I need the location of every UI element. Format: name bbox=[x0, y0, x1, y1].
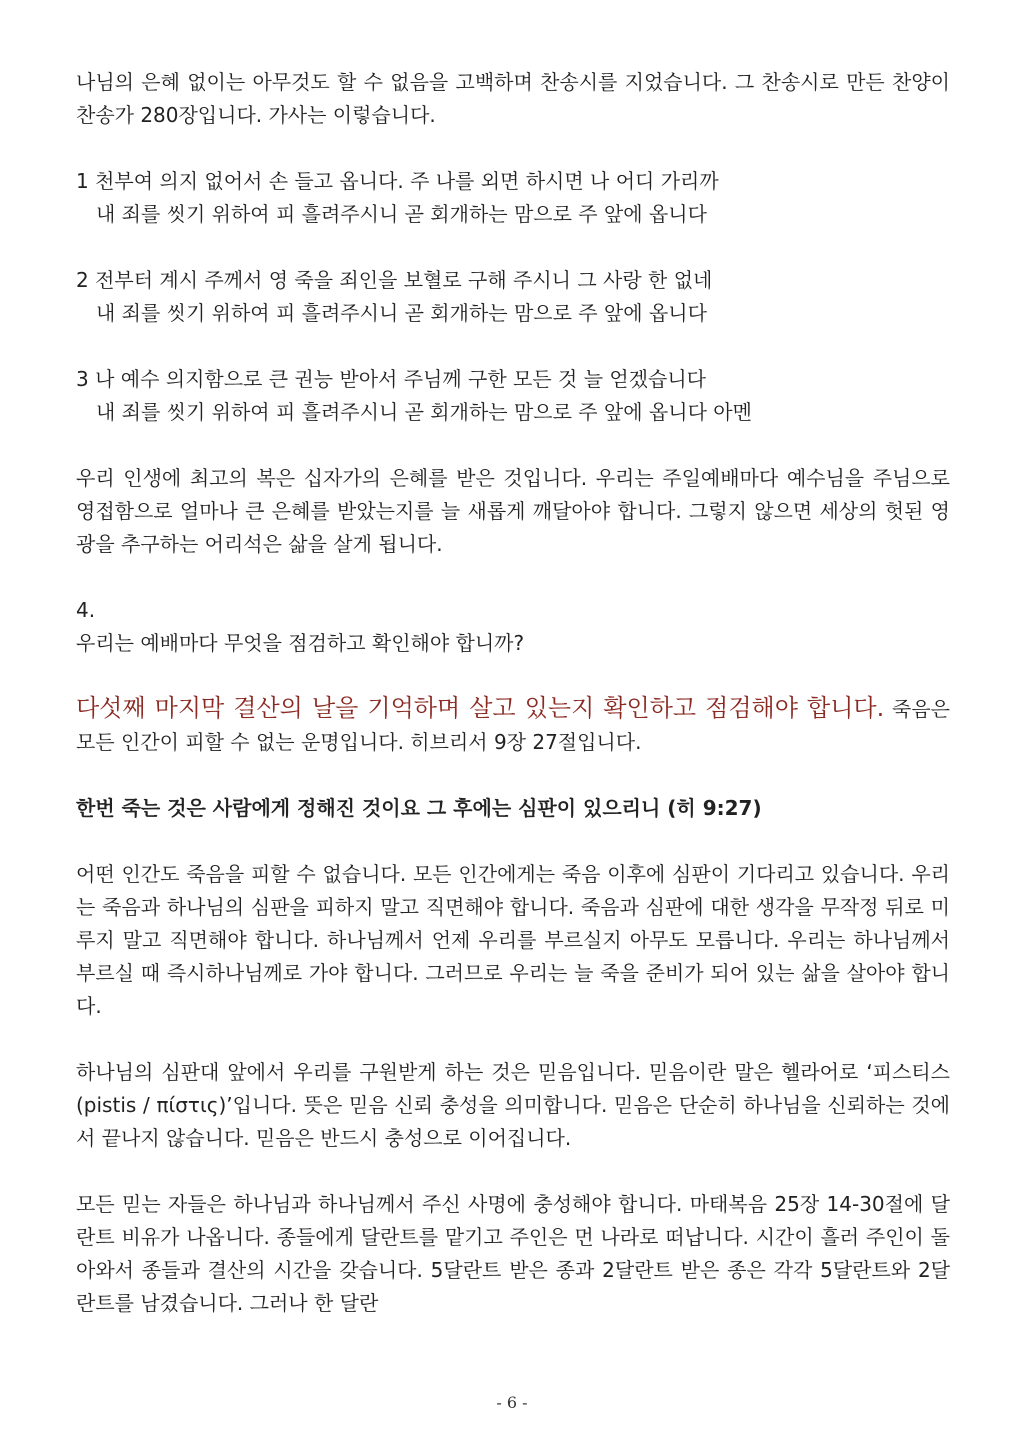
section-number: 4. bbox=[76, 598, 96, 622]
talent-paragraph: 모든 믿는 자들은 하나님과 하나님께서 주신 사명에 충성해야 합니다. 마태복음 25장 14-30절에 달란트 비유가 나옵니다. 종들에게 달란트를 맡기고 주인은 먼 나라로 떠납니다. 시간이 흘러 주인이 돌아와서 종들과 결산의 시간을 갖습니다. 5달란트 받은 종과 2달란트 받은 종은 각각 5달란트와 2달란트를 남겼습니다. 그러나 한 달란 bbox=[76, 1192, 950, 1315]
hymn-verse-2 bbox=[76, 264, 950, 330]
verse-refrain: 내 죄를 씻기 위하여 피 흘려주시니 곧 회개하는 맘으로 주 앞에 옵니다 아멘 bbox=[96, 400, 752, 424]
section-heading-paragraph bbox=[76, 690, 950, 759]
faith-paragraph: 하나님의 심판대 앞에서 우리를 구원받게 하는 것은 믿음입니다. 믿음이란 말은 헬라어로 ‘피스티스(pistis / πίστις)’입니다. 뜻은 믿음 신뢰 충성을 의미합니다. 믿음은 단순히 하나님을 신뢰하는 것에서 끝나지 않습니다. 믿음은 반드시 충성으로 이어집니다. bbox=[76, 1060, 950, 1150]
page-number: - 6 - bbox=[496, 1393, 528, 1412]
scripture-quote: 한번 죽는 것은 사람에게 정해진 것이요 그 후에는 심판이 있으리니 (히 9:27) bbox=[76, 796, 762, 820]
page-body bbox=[76, 66, 950, 1320]
verse-line: 1 천부여 의지 없어서 손 들고 옵니다. 주 나를 외면 하시면 나 어디 가리까 bbox=[76, 169, 719, 193]
death-paragraph: 어떤 인간도 죽음을 피할 수 없습니다. 모든 인간에게는 죽음 이후에 심판이 기다리고 있습니다. 우리는 죽음과 하나님의 심판을 피하지 말고 직면해야 합니다. 죽음과 심판에 대한 생각을 무작정 뒤로 미루지 말고 직면해야 합니다. 하나님께서 언제 우리를 부르실지 아무도 모릅니다. 우리는 하나님께서 부르실 때 즉시하나님께로 가야 합니다. 그러므로 우리는 늘 죽을 준비가 되어 있는 삶을 살아야 합니다. bbox=[76, 862, 950, 1018]
section-question: 우리는 예배마다 무엇을 점검하고 확인해야 합니까? bbox=[76, 631, 525, 655]
hymn-verse-3 bbox=[76, 363, 950, 429]
hymn-verse-1 bbox=[76, 165, 950, 231]
section-heading: 다섯째 마지막 결산의 날을 기억하며 살고 있는지 확인하고 점검해야 합니다. bbox=[76, 694, 885, 722]
verse-line: 3 나 예수 의지함으로 큰 권능 받아서 주님께 구한 모든 것 늘 얻겠습니다 bbox=[76, 367, 706, 391]
section-heading-follow: 죽음은 모든 인간이 피할 수 없는 운명입니다. 히브리서 9장 27절입니다. bbox=[76, 697, 950, 754]
verse-line: 2 전부터 계시 주께서 영 죽을 죄인을 보혈로 구해 주시니 그 사랑 한 없네 bbox=[76, 268, 713, 292]
verse-refrain: 내 죄를 씻기 위하여 피 흘려주시니 곧 회개하는 맘으로 주 앞에 옵니다 bbox=[96, 301, 707, 325]
verse-refrain: 내 죄를 씻기 위하여 피 흘려주시니 곧 회개하는 맘으로 주 앞에 옵니다 bbox=[96, 202, 707, 226]
intro-paragraph: 나님의 은혜 없이는 아무것도 할 수 없음을 고백하며 찬송시를 지었습니다. 그 찬송시로 만든 찬양이 찬송가 280장입니다. 가사는 이렇습니다. bbox=[76, 70, 950, 127]
blessing-paragraph: 우리 인생에 최고의 복은 십자가의 은혜를 받은 것입니다. 우리는 주일예배마다 예수님을 주님으로 영접함으로 얼마나 큰 은혜를 받았는지를 늘 새롭게 깨달아야 합니다. 그렇지 않으면 세상의 헛된 영광을 추구하는 어리석은 삶을 살게 됩니다. bbox=[76, 466, 950, 556]
